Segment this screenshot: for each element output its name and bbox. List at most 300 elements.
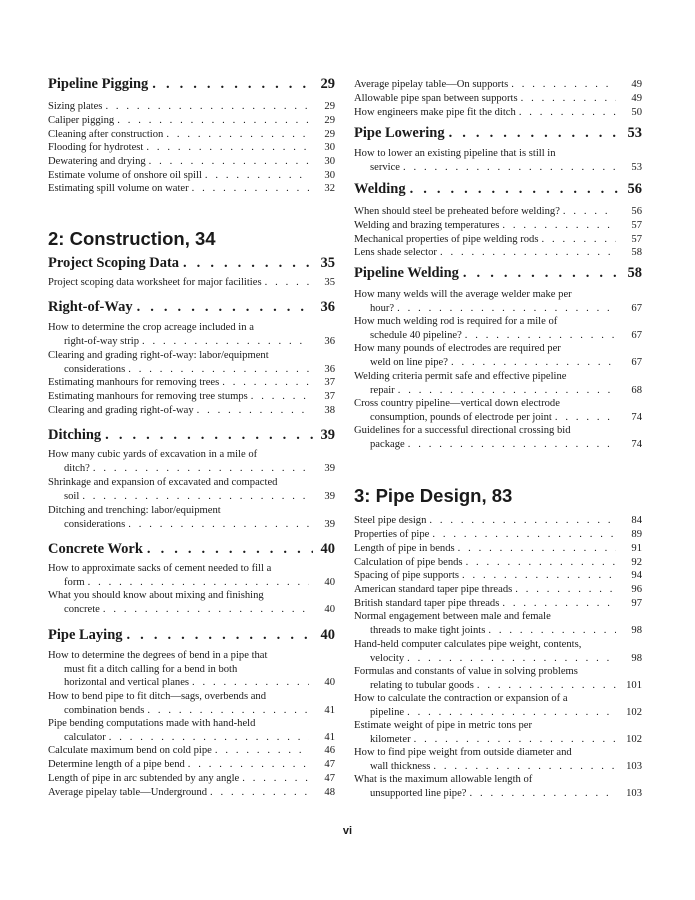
toc-entry bbox=[354, 583, 642, 597]
page-ref: 97 bbox=[631, 598, 642, 609]
dot-leader bbox=[398, 384, 616, 398]
toc-entry bbox=[354, 233, 642, 247]
dot-leader bbox=[429, 514, 616, 528]
dot-leader bbox=[128, 363, 309, 377]
entry-text: Estimating spill volume on water bbox=[48, 183, 189, 194]
toc-entry bbox=[354, 147, 642, 174]
toc-entry bbox=[48, 100, 335, 114]
page-ref: 67 bbox=[631, 329, 642, 341]
toc-entry bbox=[354, 638, 642, 665]
dot-leader bbox=[105, 427, 313, 443]
page-ref: 98 bbox=[631, 652, 642, 664]
entry-text: When should steel be preheated before welding? bbox=[354, 206, 560, 217]
entry-text-line: How to approximate sacks of cement needed to fill a bbox=[48, 563, 272, 574]
page-ref: 91 bbox=[631, 543, 642, 554]
entry-text-line: Clearing and grading right-of-way: labor/equipment bbox=[48, 350, 269, 361]
entry-text-line bbox=[48, 100, 335, 114]
entry-text: Sizing plates bbox=[48, 101, 103, 112]
entry-text-line bbox=[354, 787, 642, 801]
dot-leader bbox=[519, 106, 616, 120]
dot-leader bbox=[128, 518, 309, 532]
entry-text-line bbox=[48, 576, 335, 590]
toc-entry bbox=[354, 288, 642, 315]
entry-text-line: must fit a ditch calling for a bend in both bbox=[64, 663, 238, 675]
toc-entry bbox=[354, 246, 642, 260]
page-ref: 49 bbox=[631, 93, 642, 104]
toc-entry bbox=[354, 342, 642, 369]
section-title: Right-of-Way bbox=[48, 299, 133, 315]
toc-entry bbox=[354, 556, 642, 570]
toc-entry bbox=[354, 528, 642, 542]
page-ref: 40 bbox=[324, 576, 335, 588]
entry-text-line bbox=[354, 624, 642, 638]
page-ref: 47 bbox=[324, 773, 335, 784]
dot-leader bbox=[188, 758, 309, 772]
entry-text-line bbox=[48, 603, 335, 617]
section-heading bbox=[48, 627, 335, 643]
toc-entry bbox=[48, 786, 335, 800]
dot-leader bbox=[103, 603, 309, 617]
entry-text: Dewatering and drying bbox=[48, 156, 146, 167]
dot-leader bbox=[137, 299, 313, 315]
toc-entry bbox=[354, 92, 642, 106]
entry-text-line bbox=[354, 302, 642, 316]
entry-text: ditch? bbox=[64, 462, 90, 474]
entry-text: weld on line pipe? bbox=[370, 356, 448, 368]
entry-text: Cleaning after construction bbox=[48, 129, 164, 140]
entry-text: velocity bbox=[370, 652, 405, 664]
section-heading bbox=[48, 255, 335, 271]
entry-text-line bbox=[354, 356, 642, 370]
page-ref: 103 bbox=[626, 787, 642, 799]
entry-text-line bbox=[354, 246, 642, 260]
entry-text: Estimating manhours for removing trees bbox=[48, 377, 220, 388]
entry-text-line bbox=[354, 92, 642, 106]
page-ref: 74 bbox=[631, 438, 642, 450]
section-heading bbox=[48, 541, 335, 557]
page-ref: 29 bbox=[320, 76, 335, 92]
dot-leader bbox=[147, 704, 309, 718]
entry-text: Average pipelay table—Underground bbox=[48, 787, 208, 798]
dot-leader bbox=[410, 181, 620, 197]
entry-text-line: Guidelines for a successful directional crossing bid bbox=[354, 425, 571, 436]
toc-entry bbox=[48, 758, 335, 772]
toc-entry bbox=[354, 719, 642, 746]
entry-text: considerations bbox=[64, 363, 126, 375]
entry-text-line bbox=[354, 514, 642, 528]
dot-leader bbox=[149, 155, 309, 169]
entry-text-line bbox=[48, 155, 335, 169]
dot-leader bbox=[403, 161, 616, 175]
entry-text-line: How many welds will the average welder make per bbox=[354, 289, 572, 300]
entry-text: Steel pipe design bbox=[354, 515, 427, 526]
dot-leader bbox=[222, 376, 309, 390]
dot-leader bbox=[511, 78, 616, 92]
entry-text-line bbox=[354, 597, 642, 611]
page-ref: 92 bbox=[631, 557, 642, 568]
entry-text-line bbox=[48, 462, 335, 476]
entry-text: form bbox=[64, 576, 85, 588]
toc-entry bbox=[354, 205, 642, 219]
entry-text-line bbox=[48, 758, 335, 772]
dot-leader bbox=[242, 772, 309, 786]
entry-text-line bbox=[48, 335, 335, 349]
toc-entry bbox=[48, 504, 335, 531]
page-ref: 30 bbox=[324, 156, 335, 167]
page-ref: 35 bbox=[320, 255, 335, 271]
dot-leader bbox=[197, 404, 309, 418]
page-ref: 102 bbox=[626, 706, 642, 718]
entry-text: Properties of pipe bbox=[354, 529, 430, 540]
entry-text: Project scoping data worksheet for major facilities bbox=[48, 277, 262, 288]
entry-text-line: How many pounds of electrodes are required per bbox=[354, 343, 561, 354]
dot-leader bbox=[488, 624, 616, 638]
page-ref: 53 bbox=[631, 161, 642, 173]
entry-text-line bbox=[354, 583, 642, 597]
dot-leader bbox=[515, 583, 616, 597]
page-ref: 56 bbox=[631, 206, 642, 217]
dot-leader bbox=[563, 205, 616, 219]
entry-text-line: What you should know about mixing and finishing bbox=[48, 590, 264, 601]
dot-leader bbox=[82, 490, 309, 504]
toc-entry bbox=[354, 746, 642, 773]
entry-text-line bbox=[48, 141, 335, 155]
entry-text-line bbox=[354, 384, 642, 398]
entry-text-line: Pipe bending computations made with hand-held bbox=[48, 718, 256, 729]
toc-entry bbox=[48, 169, 335, 183]
entry-text: service bbox=[370, 161, 400, 173]
dot-leader bbox=[109, 731, 309, 745]
entry-text-line bbox=[354, 161, 642, 175]
page-ref: 37 bbox=[324, 377, 335, 388]
section-heading bbox=[354, 181, 642, 197]
section-title: Ditching bbox=[48, 427, 102, 443]
toc-entry bbox=[48, 349, 335, 376]
entry-text: American standard taper pipe threads bbox=[354, 584, 513, 595]
dot-leader bbox=[117, 114, 309, 128]
entry-text: soil bbox=[64, 490, 80, 502]
page-ref: 40 bbox=[324, 677, 335, 688]
dot-leader bbox=[192, 676, 309, 690]
dot-leader bbox=[152, 76, 313, 92]
entry-text-line bbox=[48, 404, 335, 418]
toc-entry bbox=[354, 610, 642, 637]
page-ref: 53 bbox=[627, 125, 642, 141]
entry-text-line bbox=[48, 169, 335, 183]
dot-leader bbox=[88, 576, 309, 590]
page-ref: 46 bbox=[324, 745, 335, 756]
entry-text: Caliper pigging bbox=[48, 115, 115, 126]
page-ref: 41 bbox=[324, 704, 335, 716]
toc-entry bbox=[354, 665, 642, 692]
dot-leader bbox=[521, 92, 616, 106]
page-ref: 30 bbox=[324, 170, 335, 181]
page-ref: 40 bbox=[320, 627, 335, 643]
entry-text: repair bbox=[370, 384, 395, 396]
toc-entry bbox=[48, 562, 335, 589]
entry-text-line bbox=[354, 706, 642, 720]
dot-leader bbox=[477, 679, 616, 693]
toc-entry bbox=[48, 114, 335, 128]
page-ref: 58 bbox=[627, 265, 642, 281]
toc-entry bbox=[48, 321, 335, 348]
dot-leader bbox=[251, 390, 309, 404]
toc-entry bbox=[354, 514, 642, 528]
entry-text-line: How to find pipe weight from outside diameter and bbox=[354, 747, 572, 758]
entry-text-line bbox=[48, 128, 335, 142]
page-ref: 36 bbox=[324, 335, 335, 347]
toc-entry bbox=[48, 589, 335, 616]
entry-text-line: How to determine the crop acreage included in a bbox=[48, 322, 254, 333]
entry-text: relating to tubular goods bbox=[370, 679, 474, 691]
page-ref: 102 bbox=[626, 733, 642, 745]
section-title: Pipe Lowering bbox=[354, 125, 445, 141]
page-ref: 101 bbox=[626, 679, 642, 691]
entry-text-line: Hand-held computer calculates pipe weight, contents, bbox=[354, 639, 582, 650]
entry-text-line bbox=[354, 78, 642, 92]
page-ref: 39 bbox=[324, 490, 335, 502]
page-ref: 67 bbox=[631, 302, 642, 314]
entry-text-line bbox=[48, 731, 335, 745]
entry-text-line: Shrinkage and expansion of excavated and compacted bbox=[48, 477, 278, 488]
entry-text: Estimating manhours for removing tree stumps bbox=[48, 391, 248, 402]
entry-text: Estimate volume of onshore oil spill bbox=[48, 170, 202, 181]
entry-text: unsupported line pipe? bbox=[370, 787, 467, 799]
toc-entry bbox=[48, 141, 335, 155]
section-title: Concrete Work bbox=[48, 541, 143, 557]
entry-text-line bbox=[354, 106, 642, 120]
page-ref: 68 bbox=[631, 384, 642, 396]
page-ref: 29 bbox=[324, 101, 335, 112]
section-title: Project Scoping Data bbox=[48, 255, 180, 271]
toc-entry bbox=[48, 744, 335, 758]
page-ref: 36 bbox=[320, 299, 335, 315]
dot-leader bbox=[433, 760, 616, 774]
entry-text-line bbox=[48, 376, 335, 390]
dot-leader bbox=[470, 787, 617, 801]
dot-leader bbox=[146, 141, 309, 155]
page-ref: 35 bbox=[324, 277, 335, 288]
entry-text-line bbox=[48, 786, 335, 800]
entry-text-line: Welding criteria permit safe and effective pipeline bbox=[354, 371, 567, 382]
dot-leader bbox=[147, 541, 313, 557]
chapter-heading: 3: Pipe Design, 83 bbox=[354, 485, 513, 506]
entry-text-line bbox=[48, 676, 335, 690]
section-heading bbox=[354, 125, 642, 141]
toc-entry bbox=[48, 155, 335, 169]
dot-leader bbox=[265, 276, 309, 290]
entry-text-line bbox=[48, 490, 335, 504]
page-ref: 39 bbox=[324, 518, 335, 530]
dot-leader bbox=[502, 219, 616, 233]
page-ref: 40 bbox=[324, 603, 335, 615]
page-ref: 89 bbox=[631, 529, 642, 540]
toc-entry bbox=[48, 448, 335, 475]
dot-leader bbox=[407, 706, 616, 720]
toc-entry bbox=[354, 773, 642, 800]
entry-text-line: Ditching and trenching: labor/equipment bbox=[48, 505, 221, 516]
entry-text-line: How to calculate the contraction or expansion of a bbox=[354, 693, 568, 704]
entry-text: Clearing and grading right-of-way bbox=[48, 405, 194, 416]
entry-text-line bbox=[354, 542, 642, 556]
entry-text: considerations bbox=[64, 518, 126, 530]
toc-entry bbox=[48, 717, 335, 744]
entry-text-line bbox=[48, 518, 335, 532]
section-heading bbox=[48, 427, 335, 443]
entry-text-line: How to determine the degrees of bend in a pipe that bbox=[48, 650, 268, 661]
entry-text: wall thickness bbox=[370, 760, 431, 772]
dot-leader bbox=[397, 302, 616, 316]
page-ref: 98 bbox=[631, 624, 642, 636]
entry-text-line: Formulas and constants of value in solving problems bbox=[354, 666, 578, 677]
toc-entry bbox=[48, 376, 335, 390]
entry-text-line bbox=[354, 219, 642, 233]
page-ref: 84 bbox=[631, 515, 642, 526]
page-ref: 39 bbox=[324, 462, 335, 474]
entry-text: Length of pipe in bends bbox=[354, 543, 455, 554]
toc-entry bbox=[48, 404, 335, 418]
page-ref: 49 bbox=[631, 79, 642, 90]
entry-text: schedule 40 pipeline? bbox=[370, 329, 462, 341]
dot-leader bbox=[105, 100, 309, 114]
page-ref: 29 bbox=[324, 115, 335, 126]
entry-text: consumption, pounds of electrode per joint bbox=[370, 411, 552, 423]
entry-text-line: Estimate weight of pipe in metric tons per bbox=[354, 720, 532, 731]
entry-text: Calculation of pipe bends bbox=[354, 557, 463, 568]
entry-text: Average pipelay table—On supports bbox=[354, 79, 509, 90]
entry-text: hour? bbox=[370, 302, 395, 314]
dot-leader bbox=[449, 125, 620, 141]
dot-leader bbox=[462, 569, 616, 583]
page-ref: 57 bbox=[631, 220, 642, 231]
entry-text: right-of-way strip bbox=[64, 335, 140, 347]
dot-leader bbox=[408, 438, 616, 452]
page-ref: 32 bbox=[324, 183, 335, 194]
section-title: Pipeline Welding bbox=[354, 265, 459, 281]
page-ref: 38 bbox=[324, 405, 335, 416]
dot-leader bbox=[432, 528, 616, 542]
toc-entry bbox=[354, 542, 642, 556]
entry-text-line bbox=[354, 569, 642, 583]
entry-text-line bbox=[354, 233, 642, 247]
toc-column-right bbox=[354, 0, 642, 840]
toc-entry bbox=[48, 390, 335, 404]
entry-text-line: Normal engagement between male and female bbox=[354, 611, 551, 622]
page-ref: 56 bbox=[627, 181, 642, 197]
toc-entry bbox=[354, 397, 642, 424]
dot-leader bbox=[502, 597, 616, 611]
page-ref: 39 bbox=[320, 427, 335, 443]
dot-leader bbox=[93, 462, 309, 476]
dot-leader bbox=[183, 255, 313, 271]
page-ref: 74 bbox=[631, 411, 642, 423]
page-ref: 58 bbox=[631, 247, 642, 258]
dot-leader bbox=[555, 411, 616, 425]
entry-text: Length of pipe in arc subtended by any angle bbox=[48, 773, 240, 784]
toc-entry bbox=[354, 315, 642, 342]
toc-entry bbox=[48, 690, 335, 717]
dot-leader bbox=[210, 786, 309, 800]
dot-leader bbox=[440, 246, 616, 260]
page-ref: 57 bbox=[631, 234, 642, 245]
entry-text: Flooding for hydrotest bbox=[48, 142, 144, 153]
entry-text-line bbox=[48, 390, 335, 404]
section-heading bbox=[354, 265, 642, 281]
dot-leader bbox=[458, 542, 616, 556]
dot-leader bbox=[541, 233, 616, 247]
toc-column-left bbox=[48, 0, 335, 840]
dot-leader bbox=[215, 744, 309, 758]
entry-text: Allowable pipe span between supports bbox=[354, 93, 518, 104]
entry-text: combination bends bbox=[64, 704, 145, 716]
entry-text-line bbox=[354, 205, 642, 219]
entry-text-line bbox=[48, 363, 335, 377]
section-heading bbox=[48, 76, 335, 92]
page-ref: 30 bbox=[324, 142, 335, 153]
toc-entry bbox=[48, 476, 335, 503]
toc-entry bbox=[354, 597, 642, 611]
entry-text-line: How many cubic yards of excavation in a mile of bbox=[48, 449, 258, 460]
entry-text: Calculate maximum bend on cold pipe bbox=[48, 745, 212, 756]
entry-text-line bbox=[354, 760, 642, 774]
toc-entry bbox=[48, 649, 335, 690]
page-ref: 67 bbox=[631, 356, 642, 368]
page-ref: 96 bbox=[631, 584, 642, 595]
toc-entry bbox=[354, 569, 642, 583]
page-ref: 41 bbox=[324, 731, 335, 743]
entry-text-line bbox=[48, 704, 335, 718]
page-number: vi bbox=[342, 825, 353, 837]
entry-text: horizontal and vertical planes bbox=[64, 677, 190, 688]
entry-text-line bbox=[354, 679, 642, 693]
dot-leader bbox=[465, 329, 616, 343]
toc-entry bbox=[354, 370, 642, 397]
chapter-heading: 2: Construction, 34 bbox=[48, 228, 216, 249]
section-title: Pipeline Pigging bbox=[48, 76, 149, 92]
entry-text-line: Cross country pipeline—vertical down electrode bbox=[354, 398, 560, 409]
page-ref: 37 bbox=[324, 391, 335, 402]
page-ref: 94 bbox=[631, 570, 642, 581]
entry-text: package bbox=[370, 438, 405, 450]
entry-text-line: How to lower an existing pipeline that is still in bbox=[354, 148, 556, 159]
entry-text: kilometer bbox=[370, 733, 411, 745]
entry-text: British standard taper pipe threads bbox=[354, 598, 500, 609]
dot-leader bbox=[192, 182, 309, 196]
dot-leader bbox=[451, 356, 616, 370]
entry-text: concrete bbox=[64, 603, 100, 615]
entry-text-line bbox=[354, 733, 642, 747]
entry-text-line bbox=[354, 652, 642, 666]
entry-text-line bbox=[354, 528, 642, 542]
entry-text-line bbox=[48, 772, 335, 786]
dot-leader bbox=[142, 335, 309, 349]
section-heading bbox=[48, 299, 335, 315]
toc-entry bbox=[354, 78, 642, 92]
toc-entry bbox=[48, 772, 335, 786]
dot-leader bbox=[166, 128, 309, 142]
entry-text: Spacing of pipe supports bbox=[354, 570, 460, 581]
page-ref: 103 bbox=[626, 760, 642, 772]
toc-entry bbox=[48, 276, 335, 290]
entry-text-line bbox=[48, 182, 335, 196]
page-ref: 40 bbox=[320, 541, 335, 557]
entry-text-line bbox=[354, 556, 642, 570]
entry-text-line bbox=[354, 438, 642, 452]
dot-leader bbox=[205, 169, 309, 183]
toc-entry bbox=[354, 424, 642, 451]
page-ref: 48 bbox=[324, 787, 335, 798]
entry-text-line bbox=[48, 276, 335, 290]
